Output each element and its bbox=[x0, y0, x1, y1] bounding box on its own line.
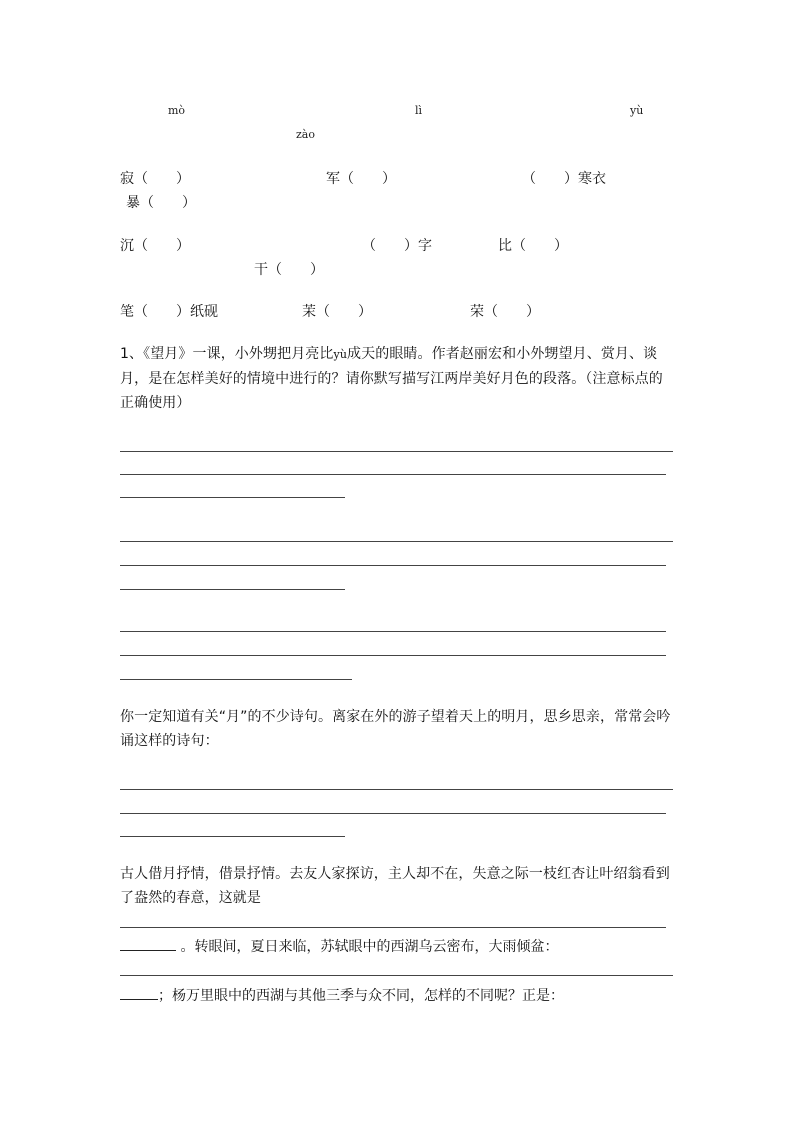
answer-line[interactable] bbox=[120, 474, 666, 475]
char-blank-jun: 军（ ） bbox=[326, 171, 396, 187]
pinyin-mo: mò bbox=[168, 104, 186, 117]
answer-line[interactable] bbox=[120, 589, 345, 590]
char-blank-chen: 沉（ ） bbox=[120, 238, 190, 254]
answer-line[interactable] bbox=[120, 631, 666, 632]
answer-line[interactable] bbox=[120, 975, 673, 976]
answer-line[interactable] bbox=[120, 451, 673, 452]
pinyin-li: lì bbox=[415, 104, 423, 117]
answer-line[interactable] bbox=[120, 836, 345, 837]
question-2: 你一定知道有关“月”的不少诗句。离家在外的游子望着天上的明月，思乡思亲，常常会吟诵这样的诗句： bbox=[120, 709, 671, 749]
question-1-text-b: 成天的眼睛。作者赵丽宏和小外甥望月、赏月、谈月，是在怎样美好的情境中进行的？请你默写描写江两岸美好月色的段落。（注意标点的正确使用） bbox=[120, 346, 663, 411]
char-blank-hanyi: （ ）寒衣 bbox=[522, 171, 606, 187]
char-blank-zhiyan: 笔（ ）纸砚 bbox=[120, 304, 218, 320]
char-blank-zi: （ ）字 bbox=[362, 238, 432, 254]
char-blank-bi: 比（ ） bbox=[498, 238, 568, 254]
char-blank-rong: 荣（ ） bbox=[470, 304, 540, 320]
answer-line[interactable] bbox=[120, 813, 666, 814]
question-1 bbox=[120, 342, 676, 415]
answer-line[interactable] bbox=[120, 541, 673, 542]
question-3-intro: 古人借月抒情，借景抒情。去友人家探访，主人却不在，失意之际一枝红杏让叶绍翁看到了盎然的春意，这就是 bbox=[120, 866, 670, 906]
answer-line[interactable] bbox=[120, 655, 666, 656]
answer-line[interactable] bbox=[120, 679, 352, 680]
char-blank-mo: 茉（ ） bbox=[302, 304, 372, 320]
fill-blank[interactable] bbox=[120, 985, 158, 1000]
question-3-line-mid bbox=[120, 936, 558, 956]
char-blank-bao: 暴（ ） bbox=[126, 195, 196, 211]
char-blank-gan: 干（ ） bbox=[254, 262, 324, 278]
fill-blank[interactable] bbox=[120, 936, 176, 951]
char-blank-ji: 寂（ ） bbox=[120, 171, 190, 187]
question-1-text-a: 1、《望月》一课，小外甥把月亮比 bbox=[120, 346, 334, 362]
answer-line[interactable] bbox=[120, 497, 345, 498]
pinyin-zao: zào bbox=[296, 128, 315, 141]
question-3-end-text: ；杨万里眼中的西湖与其他三季与众不同，怎样的不同呢？正是： bbox=[158, 988, 564, 1004]
answer-line[interactable] bbox=[120, 927, 666, 928]
question-1-pinyin: yù bbox=[333, 348, 348, 361]
question-3-line-end bbox=[120, 985, 564, 1005]
pinyin-yu: yù bbox=[630, 104, 644, 117]
answer-line[interactable] bbox=[120, 789, 673, 790]
question-3-mid-text: 。转眼间，夏日来临，苏轼眼中的西湖乌云密布，大雨倾盆： bbox=[180, 939, 559, 955]
answer-line[interactable] bbox=[120, 565, 666, 566]
